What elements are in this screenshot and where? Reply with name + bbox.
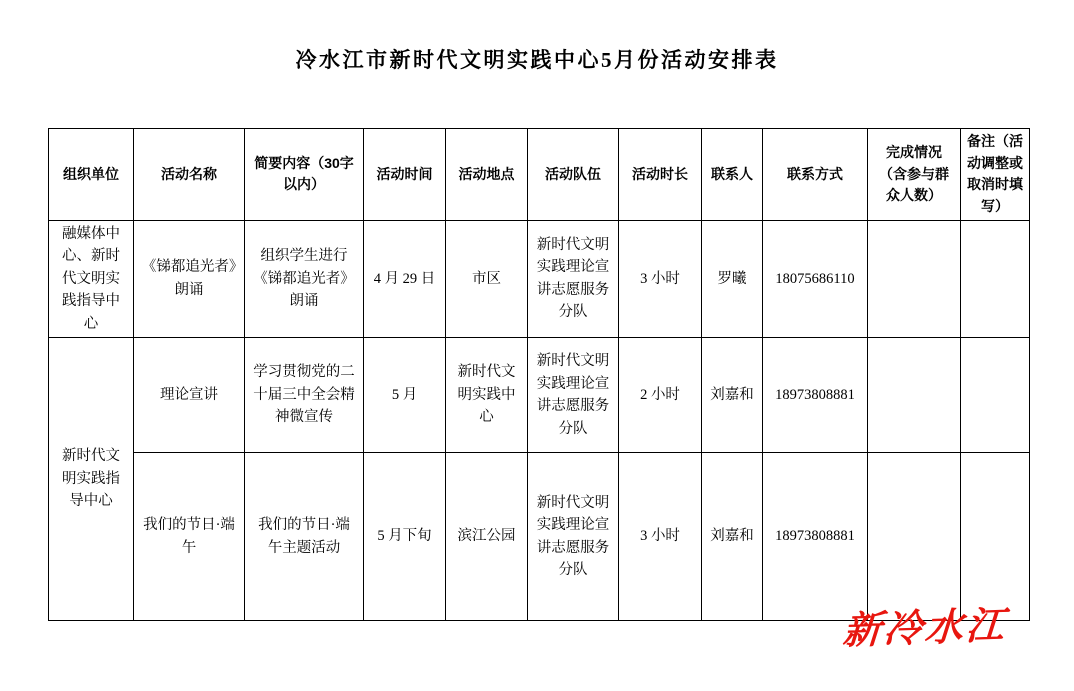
cell-completion-status bbox=[868, 220, 961, 337]
table-row bbox=[49, 338, 1030, 453]
cell-activity-duration: 3 小时 bbox=[619, 220, 702, 337]
table-row bbox=[49, 220, 1030, 337]
cell-activity-place: 新时代文明实践中心 bbox=[446, 338, 528, 453]
cell-activity-name: 我们的节日·端午 bbox=[134, 453, 245, 621]
cell-org-unit: 融媒体中心、新时代文明实践指导中心 bbox=[49, 220, 134, 337]
header-org-unit: 组织单位 bbox=[49, 129, 134, 221]
cell-brief-content: 组织学生进行《锑都追光者》朗诵 bbox=[245, 220, 364, 337]
header-activity-time: 活动时间 bbox=[364, 129, 446, 221]
cell-activity-time: 5 月 bbox=[364, 338, 446, 453]
cell-remark bbox=[961, 453, 1030, 621]
header-activity-duration: 活动时长 bbox=[619, 129, 702, 221]
header-contact-person: 联系人 bbox=[702, 129, 763, 221]
cell-activity-team: 新时代文明实践理论宣讲志愿服务分队 bbox=[528, 338, 619, 453]
cell-activity-team: 新时代文明实践理论宣讲志愿服务分队 bbox=[528, 453, 619, 621]
cell-org-unit-merged: 新时代文明实践指导中心 bbox=[49, 338, 134, 621]
cell-brief-content: 学习贯彻党的二十届三中全会精神微宣传 bbox=[245, 338, 364, 453]
header-activity-team: 活动队伍 bbox=[528, 129, 619, 221]
header-contact-phone: 联系方式 bbox=[763, 129, 868, 221]
cell-completion-status bbox=[868, 338, 961, 453]
header-completion-status: 完成情况（含参与群众人数） bbox=[868, 129, 961, 221]
cell-activity-place: 滨江公园 bbox=[446, 453, 528, 621]
cell-contact-phone: 18075686110 bbox=[763, 220, 868, 337]
cell-activity-duration: 2 小时 bbox=[619, 338, 702, 453]
cell-contact-person: 刘嘉和 bbox=[702, 338, 763, 453]
cell-contact-phone: 18973808881 bbox=[763, 453, 868, 621]
cell-contact-person: 罗曦 bbox=[702, 220, 763, 337]
cell-activity-team: 新时代文明实践理论宣讲志愿服务分队 bbox=[528, 220, 619, 337]
table-header-row bbox=[49, 129, 1030, 221]
cell-activity-name: 理论宣讲 bbox=[134, 338, 245, 453]
cell-brief-content: 我们的节日·端午主题活动 bbox=[245, 453, 364, 621]
table-row bbox=[49, 453, 1030, 621]
cell-contact-person: 刘嘉和 bbox=[702, 453, 763, 621]
cell-activity-time: 4 月 29 日 bbox=[364, 220, 446, 337]
cell-activity-time: 5 月下旬 bbox=[364, 453, 446, 621]
page-title: 冷水江市新时代文明实践中心5月份活动安排表 bbox=[295, 48, 779, 72]
header-activity-place: 活动地点 bbox=[446, 129, 528, 221]
cell-remark bbox=[961, 338, 1030, 453]
cell-completion-status bbox=[868, 453, 961, 621]
cell-contact-phone: 18973808881 bbox=[763, 338, 868, 453]
xin-lengshuijiang-logo: 新冷水江 bbox=[841, 601, 1009, 653]
header-activity-name: 活动名称 bbox=[134, 129, 245, 221]
cell-activity-duration: 3 小时 bbox=[619, 453, 702, 621]
header-remark: 备注（活动调整或取消时填写） bbox=[961, 129, 1030, 221]
cell-activity-name: 《锑都追光者》朗诵 bbox=[134, 220, 245, 337]
header-brief-content: 简要内容（30字以内） bbox=[245, 129, 364, 221]
cell-activity-place: 市区 bbox=[446, 220, 528, 337]
activity-schedule-table bbox=[48, 128, 1030, 621]
cell-remark bbox=[961, 220, 1030, 337]
